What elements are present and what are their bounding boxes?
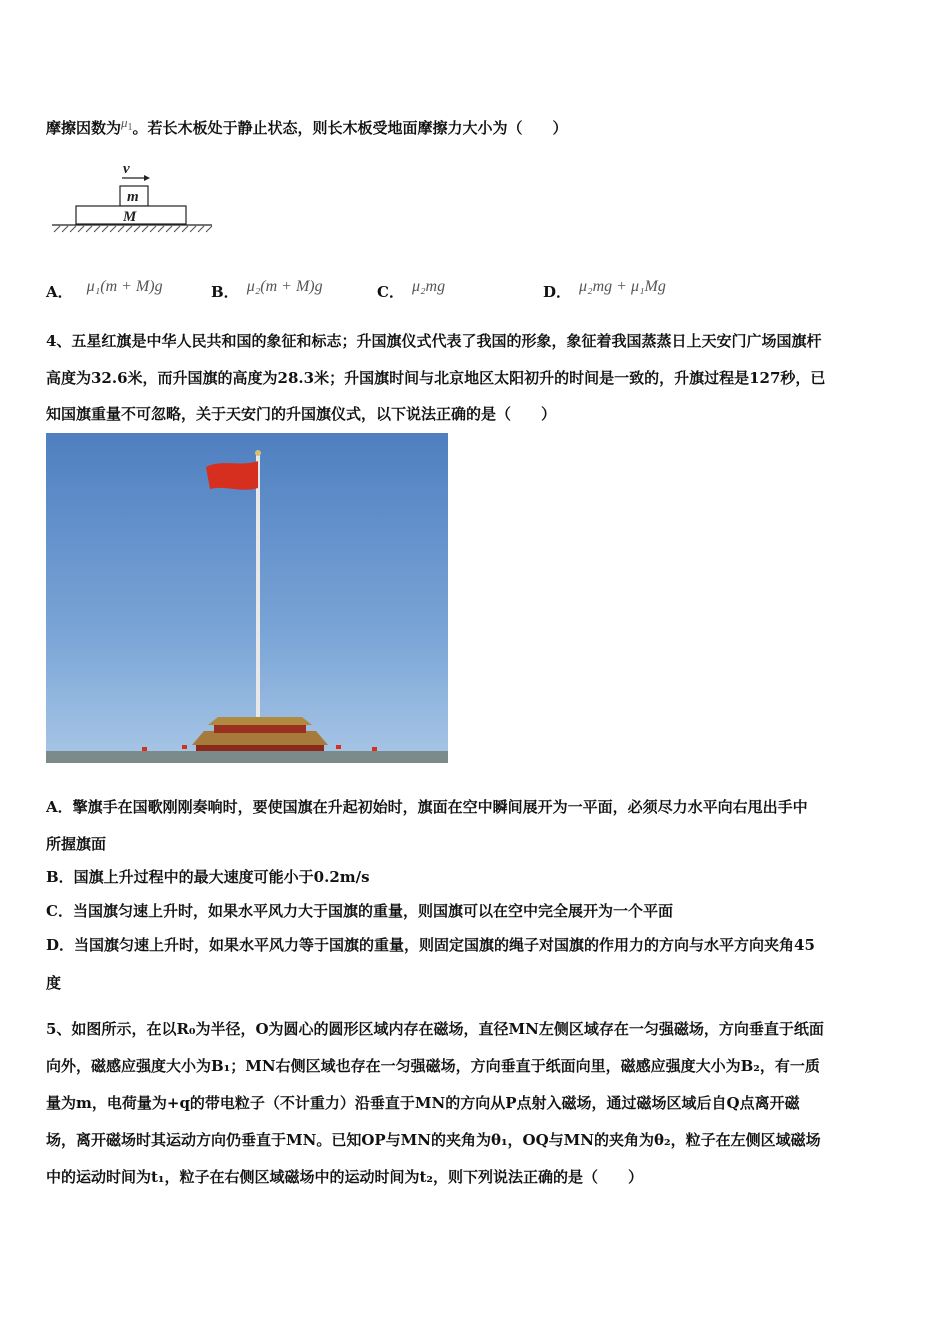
q3-intro (46, 115, 568, 138)
q5-stem-line-3: 量为m，电荷量为+q的带电粒子（不计重力）沿垂直于MN的方向从P点射入磁场，通过磁场区域后自Q点离开磁 (46, 1094, 800, 1112)
q4-option-a[interactable]: A．擎旗手在国歌刚刚奏响时，要使国旗在升起初始时，旗面在空中瞬间展开为一平面，必须尽力水平向右甩出手中 (46, 798, 808, 816)
q4-option-b[interactable]: B．国旗上升过程中的最大速度可能小于0.2m/s (46, 868, 370, 886)
q3-option-c[interactable]: C． μ₂mg (377, 278, 446, 301)
long-board-label: M (123, 209, 137, 225)
q4-option-c[interactable]: C．当国旗匀速上升时，如果水平风力大于国旗的重量，则国旗可以在空中完全展开为一个平面 (46, 902, 673, 920)
q3-option-b-formula: μ₂(m + M)g (246, 278, 323, 295)
q3-option-d[interactable]: D． μ₂mg + μ₁Mg (543, 278, 666, 301)
q3-option-b[interactable]: B． μ₂(m + M)g (211, 278, 323, 301)
q3-option-d-formula: μ₂mg + μ₁Mg (579, 278, 666, 295)
q5-stem-line-5: 中的运动时间为t₁，粒子在右侧区域磁场中的运动时间为t₂，则下列说法正确的是（ ） (46, 1168, 644, 1186)
flagpole-finial (255, 450, 261, 456)
q4-stem-line-3: 知国旗重量不可忽略，关于天安门的升国旗仪式，以下说法正确的是（ ） (46, 405, 557, 423)
q4-stem-line-2: 高度为32.6米，而升国旗的高度为28.3米；升国旗时间与北京地区太阳初升的时间是一致的，升旗过程是127秒，已 (46, 369, 826, 387)
block-on-board-diagram (48, 156, 218, 236)
q5-stem-line-1: 5、如图所示，在以R₀为半径，O为圆心的圆形区域内存在磁场，直径MN左侧区域存在一匀强磁场，方向垂直于纸面 (46, 1020, 824, 1038)
q5-stem-line-2: 向外，磁感应强度大小为B₁；MN右侧区域也存在一匀强磁场，方向垂直于纸面向里，磁感应强度大小为B₂，有一质 (46, 1057, 820, 1075)
velocity-label: v (123, 161, 130, 177)
q4-option-d[interactable]: D．当国旗匀速上升时，如果水平风力等于国旗的重量，则固定国旗的绳子对国旗的作用力的方向与水平方向夹角45 (46, 936, 815, 954)
velocity-arrowhead (144, 175, 150, 181)
q3-option-a[interactable]: A． μ₁(m + M)g (46, 278, 163, 301)
q3-option-c-formula: μ₂mg (411, 278, 446, 295)
q3-intro-text: 摩擦因数为 (46, 119, 122, 137)
q5-stem-line-4: 场，离开磁场时其运动方向仍垂直于MN。已知OP与MN的夹角为θ₁，OQ与MN的夹角为θ₂，粒子在左侧区域磁场 (46, 1131, 821, 1149)
q3-option-a-formula: μ₁(m + M)g (86, 278, 163, 295)
q4-option-d-continued: 度 (46, 974, 62, 992)
national-flag (206, 461, 258, 490)
flag-raising-photo (46, 433, 448, 763)
q4-stem-line-1: 4、五星红旗是中华人民共和国的象征和标志；升国旗仪式代表了我国的形象，象征着我国蒸蒸日上天安门广场国旗杆 (46, 332, 822, 350)
flagpole (256, 453, 260, 753)
q3-mu-symbol: $\mu_1$ (121, 115, 133, 133)
q3-intro-question: 。若长木板处于静止状态，则长木板受地面摩擦力大小为（ ） (132, 119, 568, 137)
ground-hatching (54, 226, 212, 232)
small-block-label: m (127, 189, 139, 205)
q4-option-a-continued: 所握旗面 (46, 835, 107, 853)
